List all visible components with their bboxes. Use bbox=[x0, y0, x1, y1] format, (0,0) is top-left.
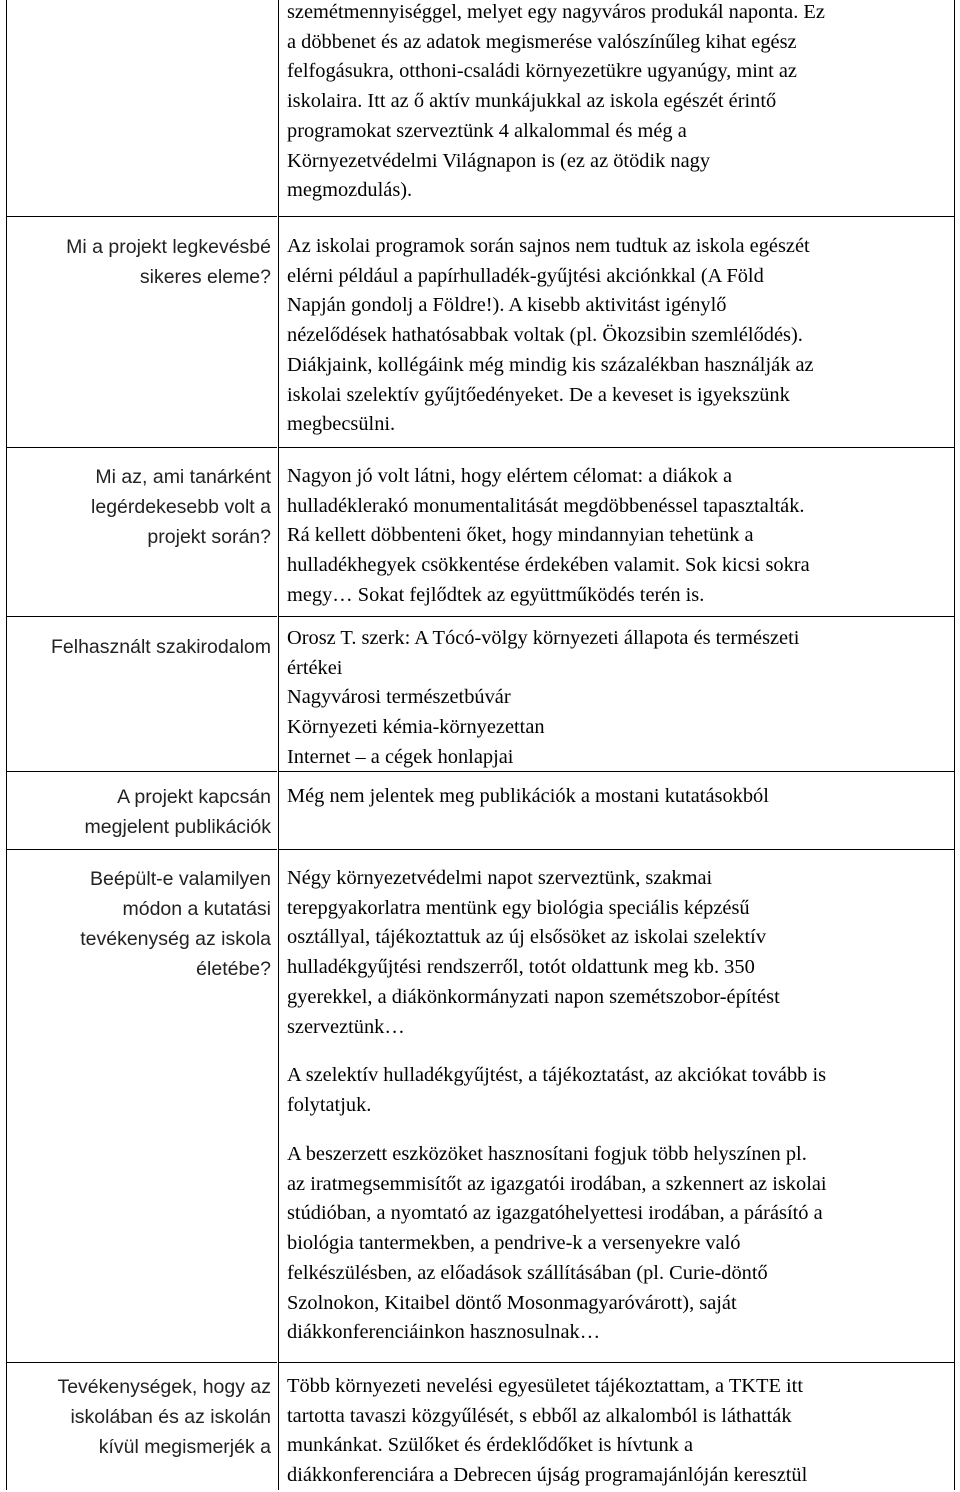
question-label: Mi a projekt legkevésbé sikeres eleme? bbox=[66, 236, 271, 288]
table-row-answer-cell bbox=[279, 616, 954, 771]
answer-text: Több környezeti nevelési egyesületet tájékoztattam, a TKTE itt tartotta tavaszi közgyűlését, s ebből az alkalomból is láthatták munkánkat. Szülőket és érdeklődőket is hívtunk a diákkonferenciára a Debrecen újság programajánlóján keresztül bbox=[287, 1375, 808, 1487]
answer-text: Nagyon jó volt látni, hogy elértem célomat: a diákok a hulladéklerakó monumentalitását megdöbbenéssel tapasztalták. Rá kellett döbbenteni őket, hogy mindannyian tehetünk a hulladékhegyek csökkentése érdekében valamit. Sok kicsi sokra megy… Sokat fejlődtek az együttműködés terén is. bbox=[287, 465, 810, 606]
table-row-question-cell bbox=[6, 616, 277, 771]
table-border-right bbox=[954, 0, 955, 1490]
table-row-answer-cell bbox=[279, 0, 954, 216]
answer-text: szemétmennyiséggel, melyet egy nagyváros produkál naponta. Ez a döbbenet és az adatok megismerése valószínűleg kihat egész felfogásukra, otthoni-családi környezetükre ugyanúgy, mint az iskolaira. Itt az ő aktív munkájukkal az iskola egészét érintő programokat szerveztünk 4 alkalommal és még a Környezetvédelmi Világnapon is (ez az ötödik nagy megmozdulás). bbox=[287, 1, 825, 202]
answer-text: Orosz T. szerk: A Tócó-völgy környezeti állapota és természeti értékei Nagyvárosi természetbúvár Környezeti kémia-környezettan Internet – a cégek honlapjai bbox=[287, 627, 800, 768]
answer-paragraph: Négy környezetvédelmi napot szerveztünk, szakmai terepgyakorlatra mentünk egy biológia speciális képzésű osztállyal, tájékoztattuk az új elsősöket az iskolai szelektív hulladékgyűjtési rendszerről, totót oldattunk meg kb. 350 gyerekkel, a diákönkormányzati napon szemétszobor-építést szerveztünk… bbox=[287, 867, 780, 1038]
table-row-question-cell bbox=[6, 447, 277, 616]
question-label: Tevékenységek, hogy az iskolában és az iskolán kívül megismerjék a bbox=[57, 1376, 271, 1458]
table-row-answer-cell bbox=[279, 447, 954, 616]
table-row-answer-cell bbox=[279, 849, 954, 1362]
question-label: Mi az, ami tanárként legérdekesebb volt a projekt során? bbox=[91, 466, 271, 548]
question-label: Felhasznált szakirodalom bbox=[50, 636, 271, 658]
question-label: A projekt kapcsán megjelent publikációk bbox=[84, 786, 271, 838]
answer-text: Az iskolai programok során sajnos nem tudtuk az iskola egészét elérni például a papírhulladék-gyűjtési akciónkkal (A Föld Napján gondolj a Földre!). A kisebb aktivitást igénylő nézelődések hathatósabbak voltak (pl. Ökozsibin szemlélődés). Diákjaink, kollégáink még mindig kis százalékban használják az iskolai szelektív gyűjtőedényeket. De a keveset is igyekszünk megbecsülni. bbox=[287, 235, 814, 436]
table-row-answer-cell bbox=[279, 1362, 954, 1492]
answer-text: Még nem jelentek meg publikációk a mostani kutatásokból bbox=[287, 785, 769, 807]
question-label: Beépült-e valamilyen módon a kutatási tevékenység az iskola életébe? bbox=[80, 868, 271, 980]
table-row-answer-cell bbox=[279, 771, 954, 849]
answer-paragraph: A beszerzett eszközöket hasznosítani fogjuk több helyszínen pl. az iratmegsemmisítőt az igazgatói irodában, a szkennert az iskolai stúdióban, a nyomtató az igazgatóhelyettesi irodában, a párásító a biológia tantermekben, a pendrive-k a versenyekre való felkészülésben, az előadások szállításában (pl. Curie-döntő Szolnokon, Kitaibel döntő Mosonmagyaróvárott), saját diákkonferenciáinkon hasznosulnak… bbox=[287, 1143, 827, 1344]
table-row-question-cell bbox=[6, 849, 277, 1362]
table-row-answer-cell bbox=[279, 216, 954, 447]
answer-paragraph: A szelektív hulladékgyűjtést, a tájékoztatást, az akciókat tovább is folytatjuk. bbox=[287, 1064, 827, 1116]
table-row-question-cell bbox=[6, 771, 277, 849]
table-row-question-cell bbox=[6, 1362, 277, 1492]
table-row-question-cell bbox=[6, 0, 277, 216]
table-row-question-cell bbox=[6, 216, 277, 447]
